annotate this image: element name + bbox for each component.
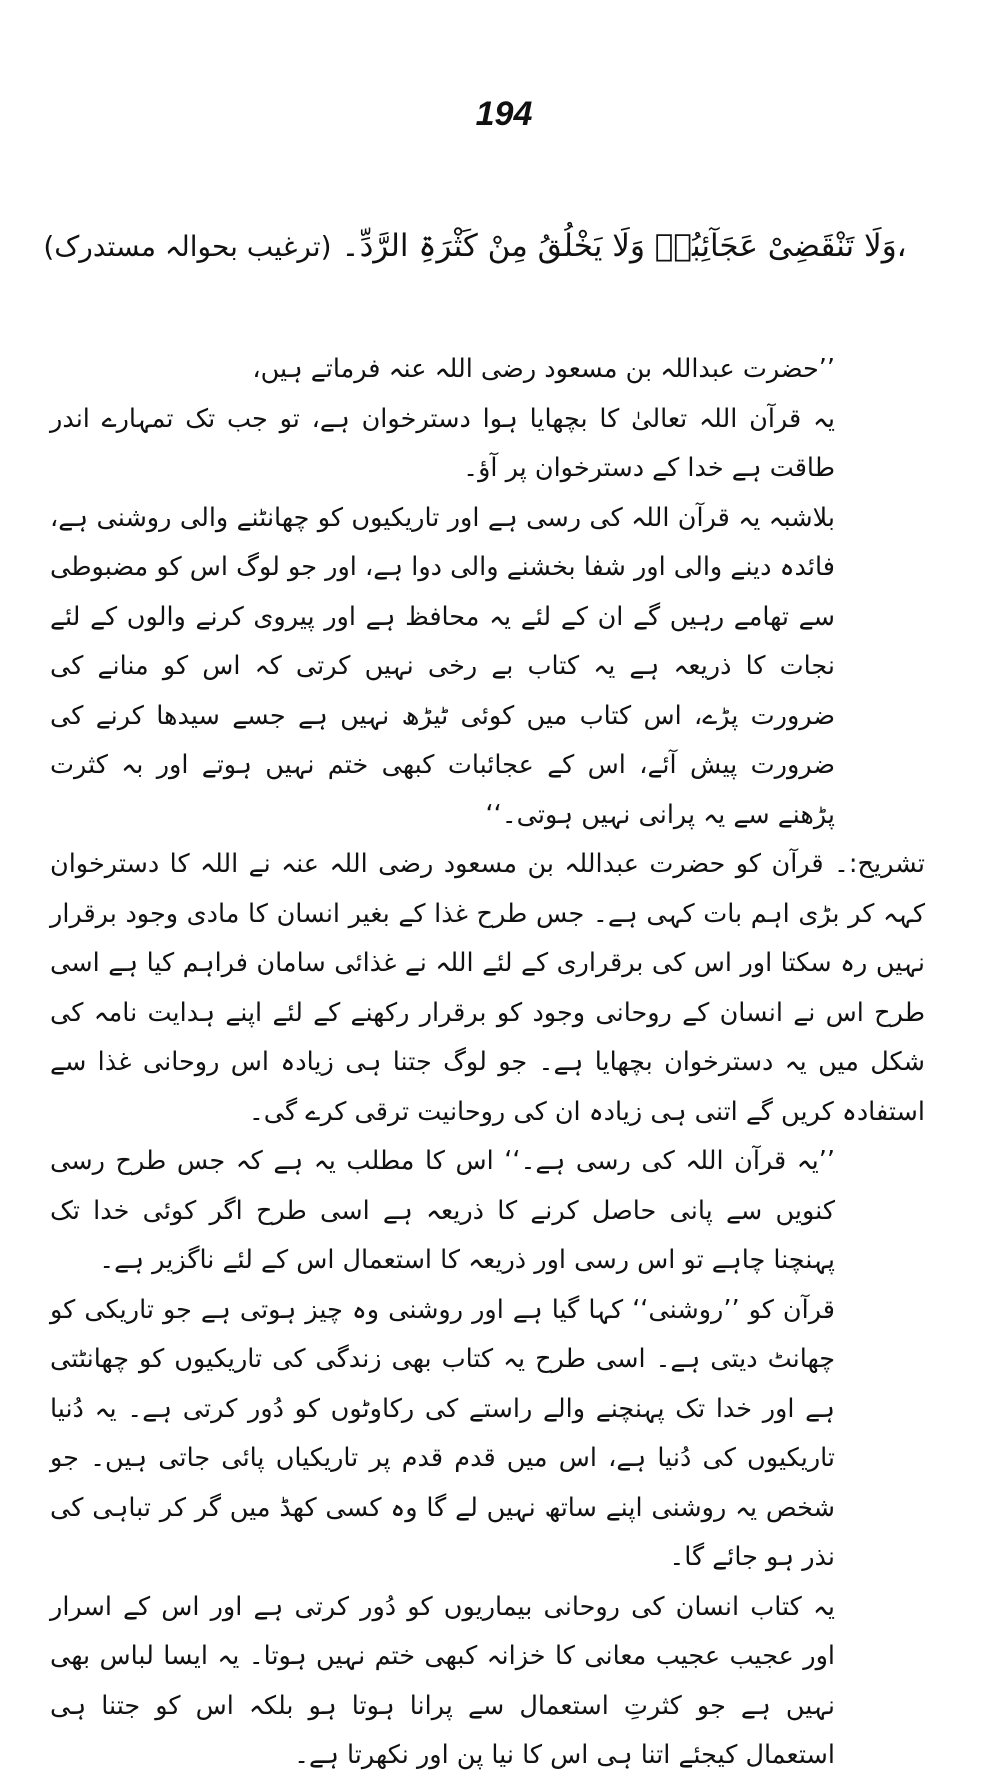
- body-text: [50, 345, 925, 1781]
- paragraph-explanation: تشریح:۔ قرآن کو حضرت عبداللہ بن مسعود رضی اللہ عنہ نے اللہ کا دسترخوان کہہ کر بڑی اہم بات کہی ہے۔ جس طرح غذا کے بغیر انسان کا مادی وجود برقرار نہیں رہ سکتا اور اس کی برقراری کے لئے اللہ نے غذائی سامان فراہم کیا ہے اسی طرح اس نے انسان کے روحانی وجود کو برقرار رکھنے کے لئے اپنے ہدایت نامہ کی شکل میں یہ دسترخوان بچھایا ہے۔ جو لوگ جتنا ہی زیادہ اس روحانی غذا سے استفادہ کریں گے اتنی ہی زیادہ ان کی روحانیت ترقی کرے گی۔: [50, 849, 925, 1127]
- paragraph-intro: ’’حضرت عبداللہ بن مسعود رضی اللہ عنہ فرماتے ہیں،: [252, 354, 835, 384]
- paragraph-rope: ’’یہ قرآن اللہ کی رسی ہے۔‘‘ اس کا مطلب یہ ہے کہ جس طرح رسی کنویں سے پانی حاصل کرنے کا ذریعہ ہے اسی طرح اگر کوئی خدا تک پہنچنا چاہے تو اس رسی اور ذریعہ کا استعمال اس کے لئے ناگزیر ہے۔: [50, 1146, 835, 1275]
- page-number: 194: [475, 95, 533, 133]
- paragraph-quote-2: بلاشبہ یہ قرآن اللہ کی رسی ہے اور تاریکیوں کو چھانٹنے والی روشنی ہے، فائدہ دینے والی اور شفا بخشنے والی دوا ہے، اور جو لوگ اس کو مضبوطی سے تھامے رہیں گے ان کے لئے یہ محافظ ہے اور پیروی کرنے والوں کے لئے نجات کا ذریعہ ہے یہ کتاب بے رخی نہیں کرتی کہ اس کو منانے کی ضرورت پڑے، اس کتاب میں کوئی ٹیڑھ نہیں ہے جسے سیدھا کرنے کی ضرورت پیش آئے، اس کے عجائبات کبھی ختم نہیں ہوتے اور بہ کثرت پڑھنے سے یہ پرانی نہیں ہوتی۔‘‘: [50, 502, 835, 830]
- arabic-hadith-line: [30, 228, 920, 264]
- arabic-reference: (ترغیب بحوالہ مستدرک): [43, 230, 332, 263]
- paragraph-quote-1: یہ قرآن اللہ تعالیٰ کا بچھایا ہوا دسترخوان ہے، تو جب تک تمہارے اندر طاقت ہے خدا کے دسترخوان پر آؤ۔: [50, 403, 835, 483]
- paragraph-treasure: یہ کتاب انسان کی روحانی بیماریوں کو دُور کرتی ہے اور اس کے اسرار اور عجیب عجیب معانی کا خزانہ کبھی ختم نہیں ہوتا۔ یہ ایسا لباس بھی نہیں ہے جو کثرتِ استعمال سے پرانا ہوتا ہو بلکہ اس کو جتنا ہی استعمال کیجئے اتنا ہی اس کا نیا پن اور نکھرتا ہے۔: [50, 1591, 835, 1770]
- arabic-quote: ،وَلَا تَنْقَضِیْ عَجَآئِبُہٗ وَلَا یَخْلُقُ مِنْ کَثْرَۃِ الرَّدِّ۔: [341, 228, 907, 264]
- paragraph-light: قرآن کو ’’روشنی‘‘ کہا گیا ہے اور روشنی وہ چیز ہوتی ہے جو تاریکی کو چھانٹ دیتی ہے۔ اسی طرح یہ کتاب بھی زندگی کی تاریکیوں کو چھانٹتی ہے اور خدا تک پہنچنے والے راستے کی رکاوٹوں کو دُور کرتی ہے۔ یہ دُنیا تاریکیوں کی دُنیا ہے، اس میں قدم قدم پر تاریکیاں پائی جاتی ہیں۔ جو شخص یہ روشنی اپنے ساتھ نہیں لے گا وہ کسی کھڈ میں گر کر تباہی کی نذر ہو جائے گا۔: [50, 1294, 835, 1572]
